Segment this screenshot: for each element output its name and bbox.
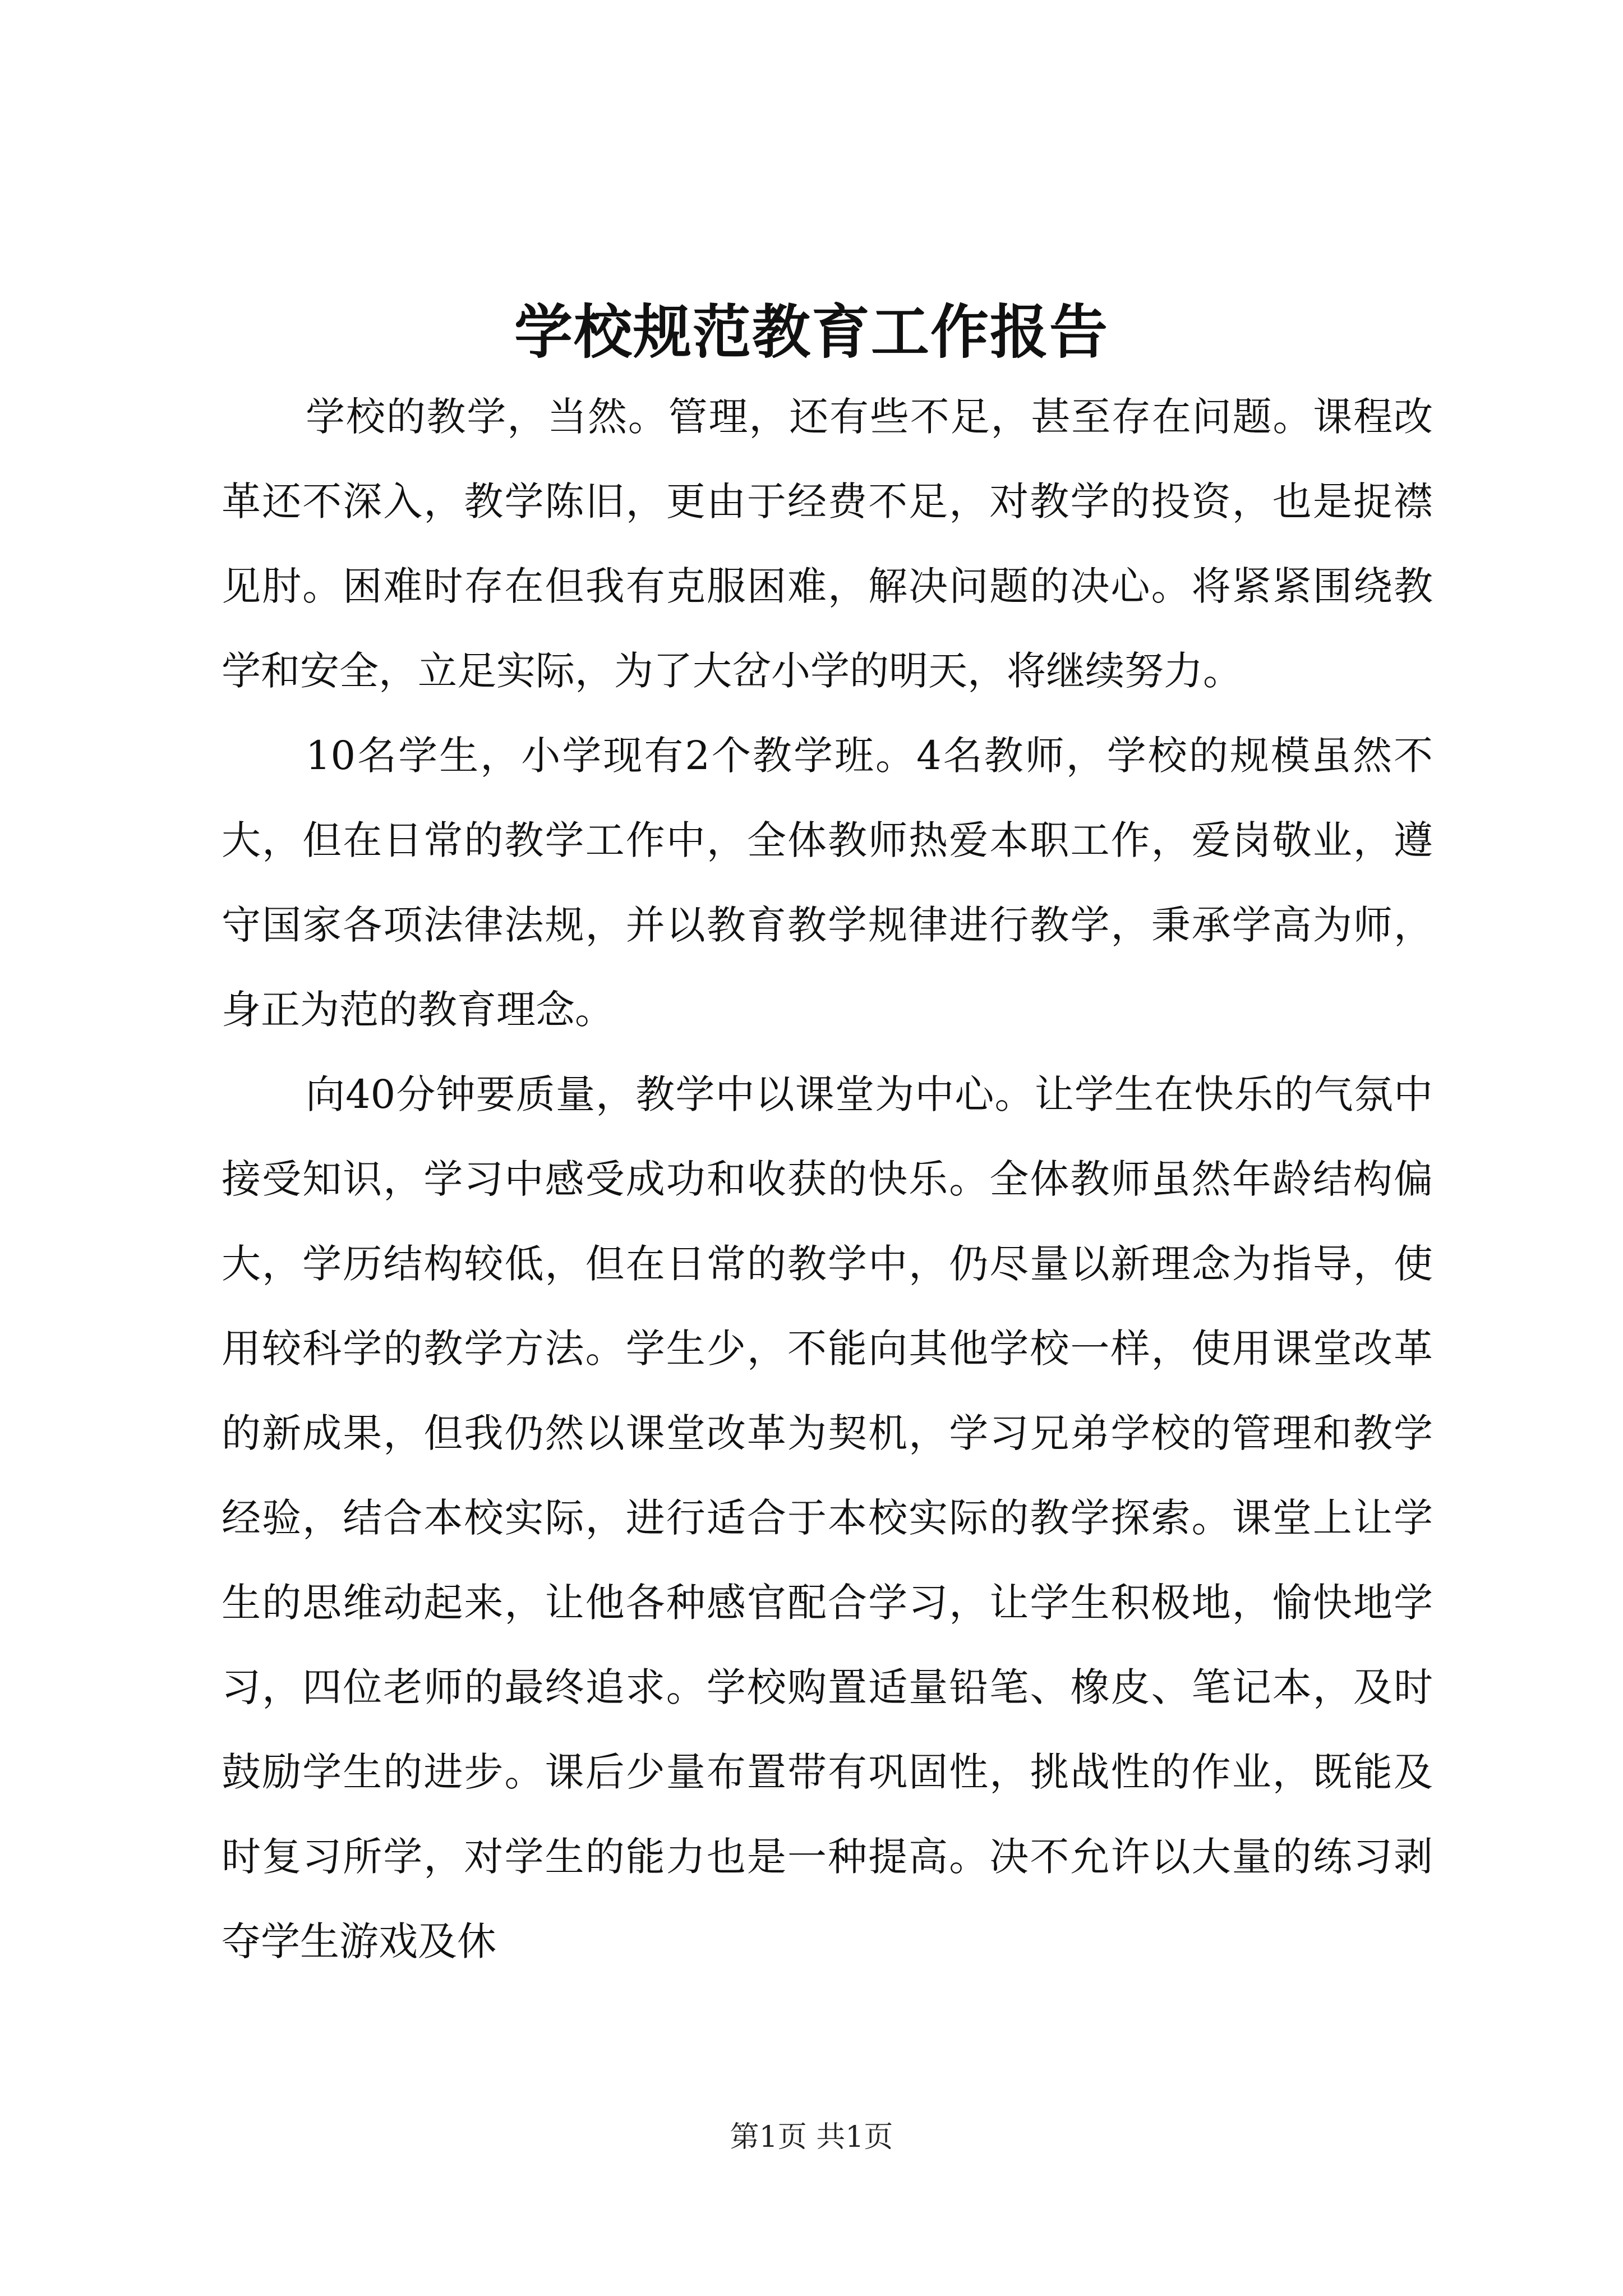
paragraph-2: 10名学生，小学现有2个教学班。4名教师，学校的规模虽然不大，但在日常的教学工作中，全体教师热爱本职工作，爱岗敬业，遵守国家各项法律法规，并以教育教学规律进行教学，秉承学高为师，身正为范的教育理念。 xyxy=(222,733,1433,1033)
page-footer: 第1页 共1页 xyxy=(730,2120,893,2154)
document-body xyxy=(222,375,1433,1984)
paragraph-3: 向40分钟要质量，教学中以课堂为中心。让学生在快乐的气氛中接受知识，学习中感受成功和收获的快乐。全体教师虽然年龄结构偏大，学历结构较低，但在日常的教学中，仍尽量以新理念为指导，使用较科学的教学方法。学生少，不能向其他学校一样，使用课堂改革的新成果，但我仍然以课堂改革为契机，学习兄弟学校的管理和教学经验，结合本校实际，进行适合于本校实际的教学探索。课堂上让学生的思维动起来，让他各种感官配合学习，让学生积极地，愉快地学习，四位老师的最终追求。学校购置适量铅笔、橡皮、笔记本，及时鼓励学生的进步。课后少量布置带有巩固性，挑战性的作业，既能及时复习所学，对学生的能力也是一种提高。决不允许以大量的练习剥夺学生游戏及休 xyxy=(222,1071,1433,1964)
document-title: 学校规范教育工作报告 xyxy=(514,297,1109,366)
paragraph-1: 学校的教学，当然。管理，还有些不足，甚至存在问题。课程改革还不深入，教学陈旧，更由于经费不足，对教学的投资，也是捉襟见肘。困难时存在但我有克服困难，解决问题的决心。将紧紧围绕教学和安全，立足实际，为了大岔小学的明天，将继续努力。 xyxy=(222,394,1433,694)
